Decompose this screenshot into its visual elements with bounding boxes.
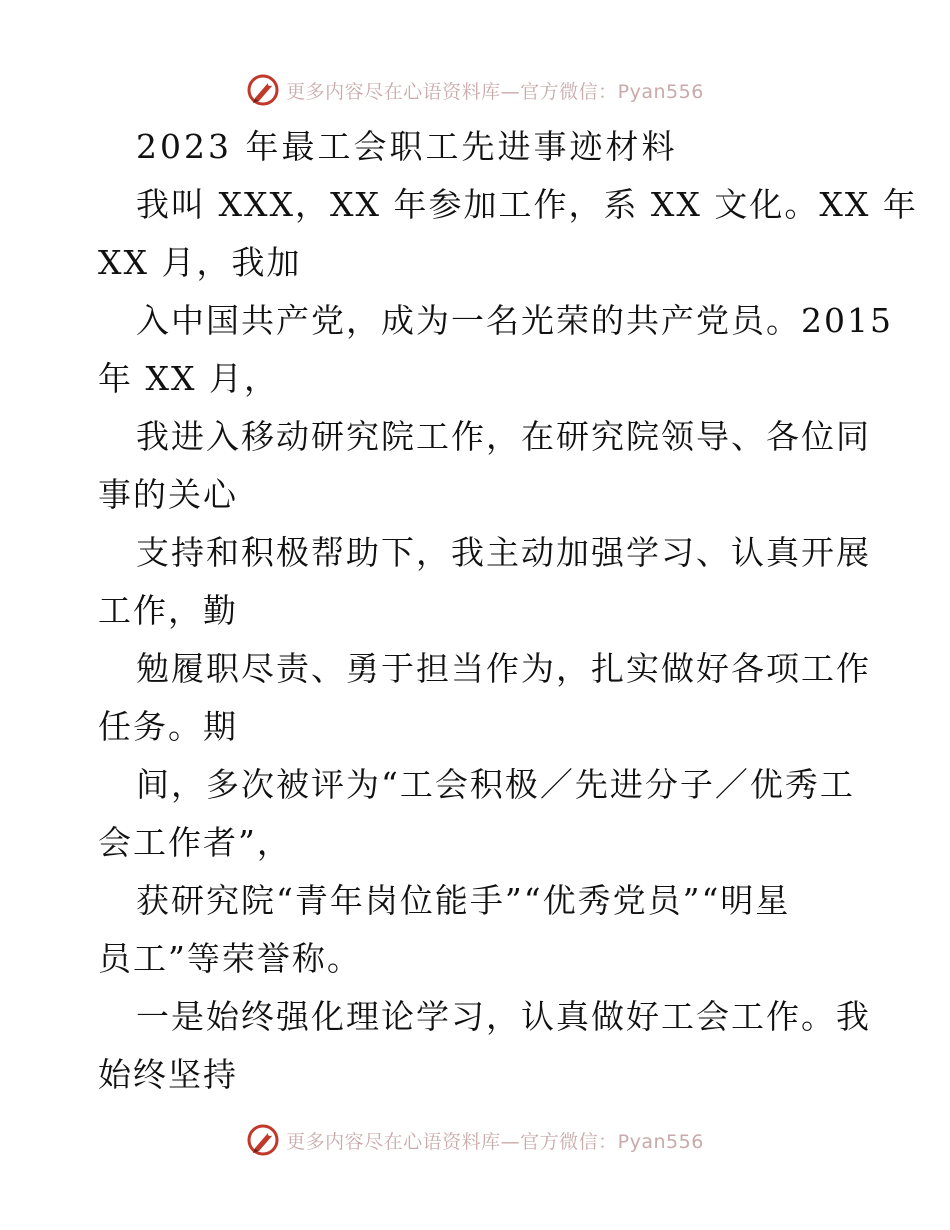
paragraph-line: 我叫 XXX，XX 年参加工作，系 XX 文化。XX 年 bbox=[136, 185, 918, 224]
paragraph-line: 支持和积极帮助下，我主动加强学习、认真开展 bbox=[136, 533, 871, 572]
paragraph-line: 任务。期 bbox=[98, 707, 238, 746]
header-watermark-banner bbox=[0, 70, 950, 110]
paragraph-line: XX 月，我加 bbox=[98, 243, 302, 282]
paragraph-line: 始终坚持 bbox=[98, 1055, 238, 1094]
paragraph-line: 入中国共产党，成为一名光荣的共产党员。2015 bbox=[136, 301, 893, 340]
paragraph-line: 我进入移动研究院工作，在研究院领导、各位同 bbox=[136, 417, 871, 456]
header-watermark-text: 更多内容尽在心语资料库—官方微信：Pyan556 bbox=[286, 80, 704, 103]
paragraph-line: 一是始终强化理论学习，认真做好工会工作。我 bbox=[136, 997, 871, 1036]
footer-watermark-banner bbox=[0, 1120, 950, 1160]
paragraph-line: 勉履职尽责、勇于担当作为，扎实做好各项工作 bbox=[136, 649, 871, 688]
document-title: 2023 年最工会职工先进事迹材料 bbox=[136, 127, 678, 166]
paragraph-line: 事的关心 bbox=[98, 475, 238, 514]
paragraph-line: 年 XX 月， bbox=[98, 359, 279, 398]
paragraph-line: 间，多次被评为“工会积极／先进分子／优秀工 bbox=[136, 765, 855, 804]
pen-logo-icon bbox=[246, 73, 280, 107]
paragraph-line: 工作，勤 bbox=[98, 591, 238, 630]
paragraph-line: 获研究院“青年岗位能手”“优秀党员”“明星 bbox=[136, 881, 791, 920]
footer-watermark-text: 更多内容尽在心语资料库—官方微信：Pyan556 bbox=[286, 1130, 704, 1153]
paragraph-line: 员工”等荣誉称。 bbox=[98, 939, 362, 978]
pen-logo-icon bbox=[246, 1123, 280, 1157]
paragraph-line: 会工作者”， bbox=[98, 823, 292, 862]
document-body bbox=[98, 118, 918, 1104]
